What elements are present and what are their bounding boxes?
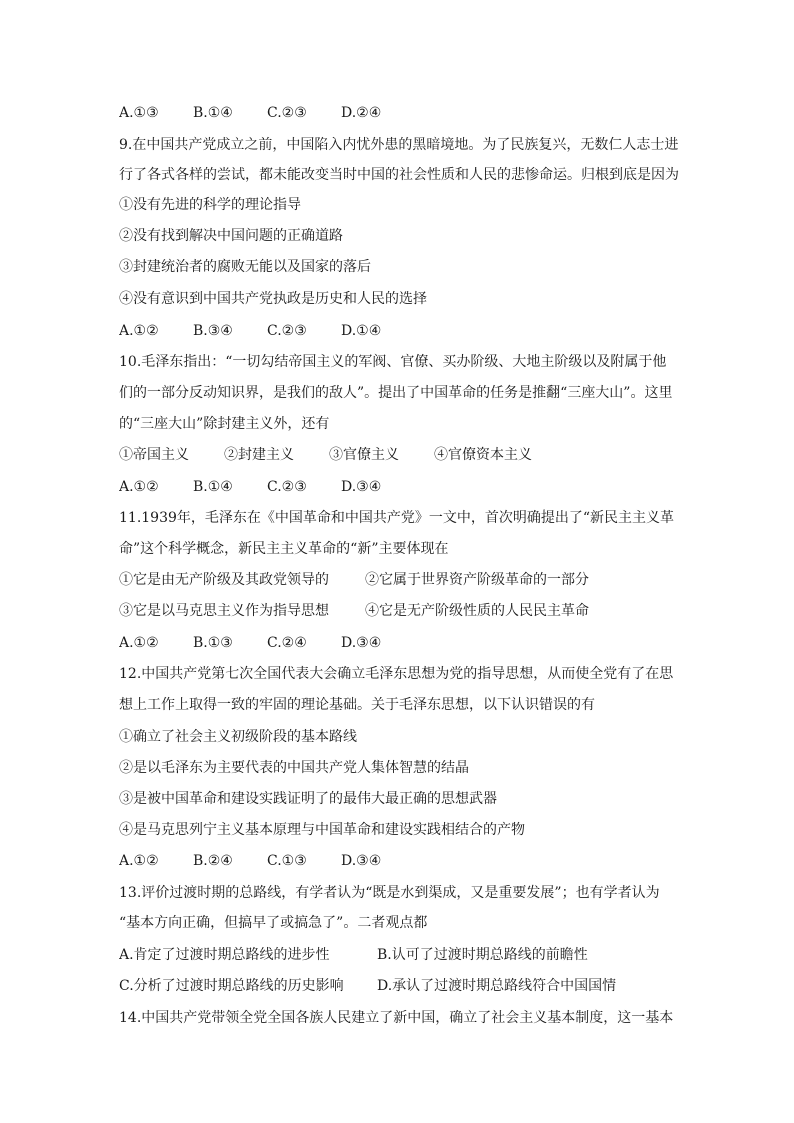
q12-answer-d[interactable]: D.③④ xyxy=(341,853,382,869)
q13-choice-c[interactable]: C.分析了过渡时期总路线的历史影响 xyxy=(119,978,344,994)
q9-answer-d[interactable]: D.①④ xyxy=(341,323,382,339)
q10-answer-b[interactable]: B.①④ xyxy=(193,479,233,495)
q10-answer-c[interactable]: C.②③ xyxy=(267,479,307,495)
q13-choices-row-1 xyxy=(119,946,679,964)
q8-answers xyxy=(119,104,679,122)
q10-item-2: ②封建主义 xyxy=(224,447,294,463)
q9-answer-c[interactable]: C.②③ xyxy=(267,323,307,339)
q13-stem-line-2: “基本方向正确，但搞早了或搞急了”。二者观点都 xyxy=(119,915,428,931)
q11-stem-line-1: 11.1939年，毛泽东在《中国革命和中国共产党》一文中，首次明确提出了“新民主主义革 xyxy=(119,510,675,526)
q11-answers xyxy=(119,634,679,652)
q9-answer-b[interactable]: B.③④ xyxy=(193,323,233,339)
q11-answer-b[interactable]: B.①③ xyxy=(193,635,233,651)
q11-answer-a[interactable]: A.①② xyxy=(119,635,159,651)
q13-stem-line-1: 13.评价过渡时期的总路线，有学者认为“既是水到渠成，又是重要发展”；也有学者认为 xyxy=(119,885,660,901)
q12-answer-c[interactable]: C.①③ xyxy=(267,853,307,869)
q10-stem-line-2: 们的一部分反动知识界，是我们的敌人”。提出了中国革命的任务是推翻“三座大山”。这里 xyxy=(119,385,673,401)
q11-stem-line-2: 命”这个科学概念，新民主主义革命的“新”主要体现在 xyxy=(119,541,449,557)
q11-items-row-2 xyxy=(119,602,679,620)
q12-item-4: ④是马克思列宁主义基本原理与中国革命和建设实践相结合的产物 xyxy=(119,822,525,838)
q12-stem-line-2: 想上工作上取得一致的牢固的理论基础。关于毛泽东思想，以下认识错误的有 xyxy=(119,697,595,713)
q9-answers xyxy=(119,322,679,340)
q10-answer-d[interactable]: D.③④ xyxy=(341,479,382,495)
q12-answers xyxy=(119,852,679,870)
q13-choices-row-2 xyxy=(119,977,679,995)
q9-item-3: ③封建统治者的腐败无能以及国家的落后 xyxy=(119,259,371,275)
q9-item-4: ④没有意识到中国共产党执政是历史和人民的选择 xyxy=(119,291,427,307)
q12-item-3: ③是被中国革命和建设实践证明了的最伟大最正确的思想武器 xyxy=(119,791,497,807)
q9-item-2: ②没有找到解决中国问题的正确道路 xyxy=(119,228,343,244)
q11-item-1: ①它是由无产阶级及其政党领导的 xyxy=(119,572,329,588)
q13-choice-d[interactable]: D.承认了过渡时期总路线符合中国国情 xyxy=(377,978,617,994)
q10-stem-line-1: 10.毛泽东指出：“一切勾结帝国主义的军阀、官僚、买办阶级、大地主阶级以及附属于他 xyxy=(119,354,667,370)
q12-stem-line-1: 12.中国共产党第七次全国代表大会确立毛泽东思想为党的指导思想，从而使全党有了在思 xyxy=(119,666,674,682)
q9-item-1: ①没有先进的科学的理论指导 xyxy=(119,197,301,213)
q10-item-1: ①帝国主义 xyxy=(119,447,189,463)
q11-item-3: ③它是以马克思主义作为指导思想 xyxy=(119,603,329,619)
q11-items-row-1 xyxy=(119,571,679,589)
q10-answers xyxy=(119,478,679,496)
q12-answer-a[interactable]: A.①② xyxy=(119,853,159,869)
q11-item-2: ②它属于世界资产阶级革命的一部分 xyxy=(365,572,589,588)
q8-answer-b[interactable]: B.①④ xyxy=(193,105,233,121)
q14-stem-line-1: 14.中国共产党带领全党全国各族人民建立了新中国，确立了社会主义基本制度，这一基本 xyxy=(119,1010,674,1026)
q12-item-1: ①确立了社会主义初级阶段的基本路线 xyxy=(119,729,357,745)
q13-choice-b[interactable]: B.认可了过渡时期总路线的前瞻性 xyxy=(377,947,588,963)
q10-answer-a[interactable]: A.①② xyxy=(119,479,159,495)
q10-stem-line-3: 的“三座大山”除封建主义外，还有 xyxy=(119,416,330,432)
q11-item-4: ④它是无产阶级性质的人民民主革命 xyxy=(365,603,589,619)
q13-choice-a[interactable]: A.肯定了过渡时期总路线的进步性 xyxy=(119,947,330,963)
q10-item-4: ④官僚资本主义 xyxy=(434,447,532,463)
q12-item-2: ②是以毛泽东为主要代表的中国共产党人集体智慧的结晶 xyxy=(119,760,469,776)
q11-answer-c[interactable]: C.②④ xyxy=(267,635,307,651)
q9-stem-line-2: 行了各式各样的尝试，都未能改变当时中国的社会性质和人民的悲惨命运。归根到底是因为 xyxy=(119,167,679,183)
q10-items xyxy=(119,446,679,464)
q8-answer-a[interactable]: A.①③ xyxy=(119,105,159,121)
q9-answer-a[interactable]: A.①② xyxy=(119,323,159,339)
q11-answer-d[interactable]: D.③④ xyxy=(341,635,382,651)
q9-stem-line-1: 9.在中国共产党成立之前，中国陷入内忧外患的黑暗境地。为了民族复兴，无数仁人志士进 xyxy=(119,137,679,153)
q8-answer-d[interactable]: D.②④ xyxy=(341,105,382,121)
q8-answer-c[interactable]: C.②③ xyxy=(267,105,307,121)
q12-answer-b[interactable]: B.②④ xyxy=(193,853,233,869)
q10-item-3: ③官僚主义 xyxy=(329,447,399,463)
